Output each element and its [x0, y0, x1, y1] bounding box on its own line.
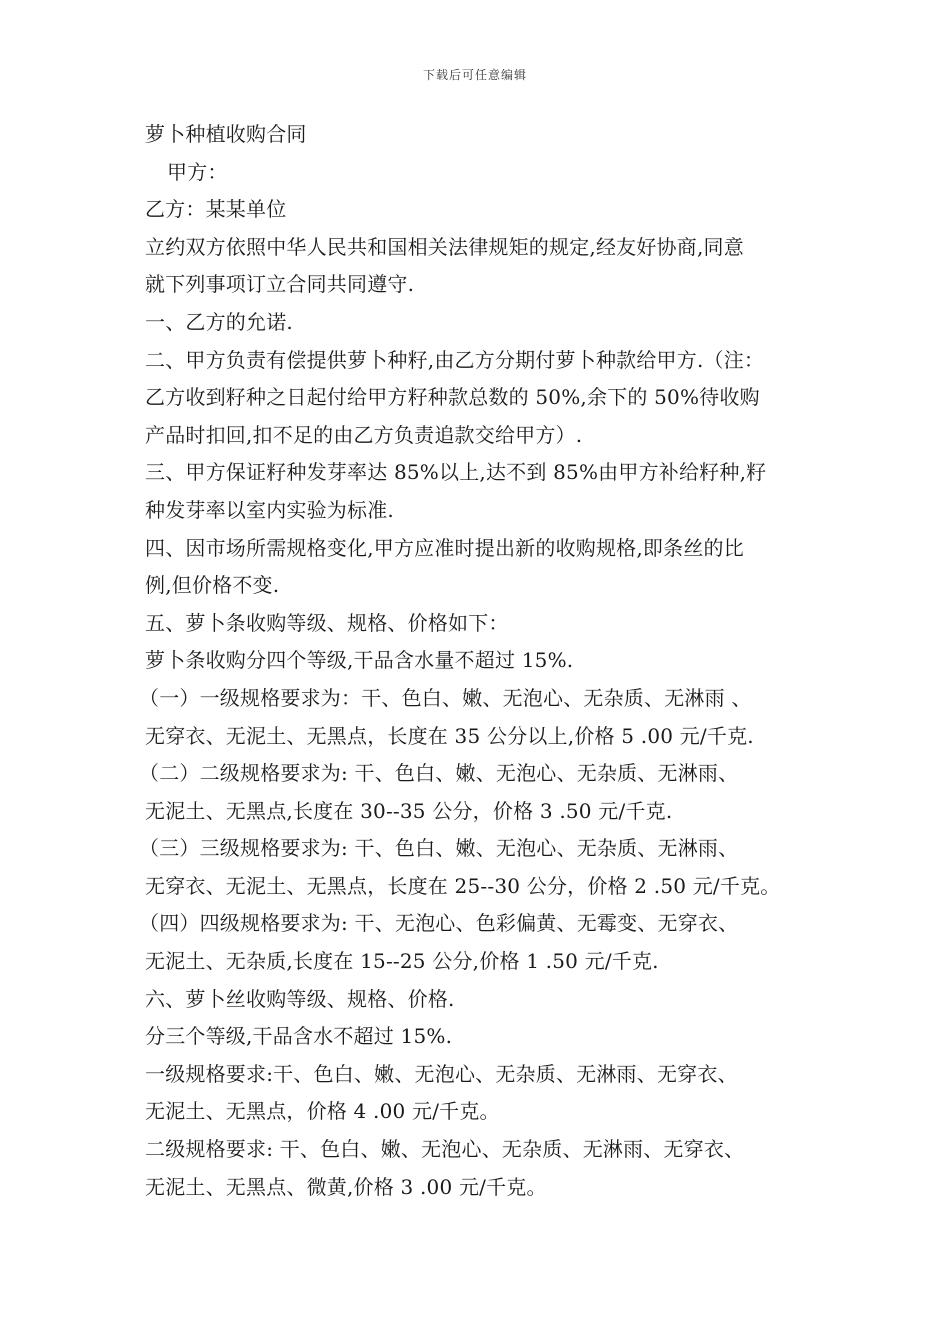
- clause-6-intro: 分三个等级,干品含水不超过 15%.: [145, 1024, 453, 1049]
- grade-3-line-2: 无穿衣、无泥土、无黑点，长度在 25--30 公分，价格 2 .50 元/千克。: [145, 873, 781, 898]
- grade-1-line-2: 无穿衣、无泥土、无黑点，长度在 35 公分以上,价格 5 .00 元/千克.: [145, 723, 754, 748]
- clause-6-heading: 六、萝卜丝收购等级、规格、价格.: [145, 986, 455, 1011]
- clause-5-heading: 五、萝卜条收购等级、规格、价格如下：: [145, 610, 509, 635]
- clause-5-intro: 萝卜条收购分四个等级,干品含水量不超过 15%.: [145, 648, 574, 673]
- document-body: [139, 116, 820, 1206]
- shred-grade-1-line-1: 一级规格要求:干、色白、嫩、无泡心、无杂质、无淋雨、无穿衣、: [145, 1061, 738, 1086]
- party-b-line: 乙方：某某单位: [145, 197, 287, 222]
- clause-2-line-1: 二、甲方负责有偿提供萝卜种籽,由乙方分期付萝卜种款给甲方.（注：: [145, 347, 765, 372]
- grade-4-line-2: 无泥土、无杂质,长度在 15--25 公分,价格 1 .50 元/千克.: [145, 949, 659, 974]
- preamble-line-2: 就下列事项订立合同共同遵守.: [145, 272, 415, 297]
- grade-2-line-1: （二）二级规格要求为: 干、色白、嫩、无泡心、无杂质、无淋雨、: [139, 761, 739, 786]
- clause-2-line-2: 乙方收到籽种之日起付给甲方籽种款总数的 50%,余下的 50%待收购: [145, 385, 760, 410]
- grade-4-line-1: （四）四级规格要求为: 干、无泡心、色彩偏黄、无霉变、无穿衣、: [139, 911, 739, 936]
- grade-2-line-2: 无泥土、无黑点,长度在 30--35 公分，价格 3 .50 元/千克.: [145, 798, 673, 823]
- page-header-note: 下载后可任意编辑: [422, 68, 527, 82]
- clause-2-line-3: 产品时扣回,扣不足的由乙方负责追款交给甲方）.: [145, 422, 583, 447]
- clause-3-line-2: 种发芽率以室内实验为标准.: [145, 497, 394, 522]
- shred-grade-1-line-2: 无泥土、无黑点，价格 4 .00 元/千克。: [145, 1099, 500, 1124]
- preamble-line-1: 立约双方依照中华人民共和国相关法律规矩的规定,经友好协商,同意: [145, 234, 744, 259]
- document-title: 萝卜种植收购合同: [145, 122, 307, 146]
- clause-4-line-2: 例,但价格不变.: [145, 573, 280, 598]
- clause-3-line-1: 三、甲方保证籽种发芽率达 85%以上,达不到 85%由甲方补给籽种,籽: [145, 460, 767, 485]
- clause-1-line: 一、乙方的允诺.: [145, 309, 293, 334]
- party-a-line: 甲方：: [167, 159, 228, 184]
- shred-grade-2-line-2: 无泥土、无黑点、微黄,价格 3 .00 元/千克。: [145, 1174, 547, 1199]
- shred-grade-2-line-1: 二级规格要求: 干、色白、嫩、无泡心、无杂质、无淋雨、无穿衣、: [145, 1137, 745, 1162]
- clause-4-line-1: 四、因市场所需规格变化,甲方应准时提出新的收购规格,即条丝的比: [145, 535, 744, 560]
- grade-3-line-1: （三）三级规格要求为: 干、色白、嫩、无泡心、无杂质、无淋雨、: [139, 836, 739, 861]
- grade-1-line-1: （一）一级规格要求为：干、色白、嫩、无泡心、无杂质、无淋雨 、: [139, 685, 752, 710]
